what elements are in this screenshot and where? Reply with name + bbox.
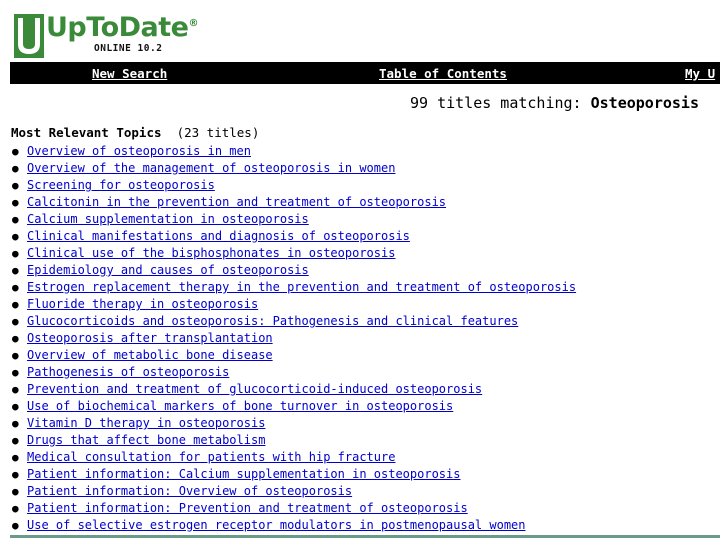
topic-list-item xyxy=(12,313,576,330)
uptodate-logo xyxy=(14,12,198,60)
my-u-link[interactable]: My U xyxy=(685,66,716,81)
topic-list-item xyxy=(12,432,576,449)
bullet-icon: ● xyxy=(12,451,19,464)
table-of-contents-link[interactable]: Table of Contents xyxy=(379,66,507,81)
topic-list-item xyxy=(12,398,576,415)
topic-link[interactable]: Osteoporosis after transplantation xyxy=(27,331,273,345)
topic-link[interactable]: Calcium supplementation in osteoporosis xyxy=(27,212,309,226)
topic-link[interactable]: Fluoride therapy in osteoporosis xyxy=(27,297,259,311)
section-count: (23 titles) xyxy=(176,125,260,140)
section-title: Most Relevant Topics xyxy=(11,125,162,140)
search-term: Osteoporosis xyxy=(590,94,699,112)
topic-list-item xyxy=(12,449,576,466)
topic-list-item xyxy=(12,500,576,517)
topic-link[interactable]: Pathogenesis of osteoporosis xyxy=(27,365,230,379)
topic-list-item xyxy=(12,279,576,296)
topic-list-item xyxy=(12,194,576,211)
topic-link[interactable]: Use of selective estrogen receptor modulators in postmenopausal women xyxy=(27,518,526,532)
bullet-icon: ● xyxy=(12,247,19,260)
bullet-icon: ● xyxy=(12,179,19,192)
bullet-icon: ● xyxy=(12,315,19,328)
topic-link[interactable]: Glucocorticoids and osteoporosis: Pathogenesis and clinical features xyxy=(27,314,519,328)
topic-link[interactable]: Overview of metabolic bone disease xyxy=(27,348,273,362)
topic-list-item xyxy=(12,517,576,534)
topic-link[interactable]: Estrogen replacement therapy in the prevention and treatment of osteoporosis xyxy=(27,280,577,294)
bullet-icon: ● xyxy=(12,434,19,447)
bullet-icon: ● xyxy=(12,366,19,379)
topic-list-item xyxy=(12,245,576,262)
top-navigation-bar xyxy=(10,62,720,84)
topic-link[interactable]: Clinical use of the bisphosphonates in osteoporosis xyxy=(27,246,396,260)
topic-link[interactable]: Use of biochemical markers of bone turnover in osteoporosis xyxy=(27,399,454,413)
topic-link[interactable]: Patient information: Prevention and treatment of osteoporosis xyxy=(27,501,468,515)
logo-subtitle: ONLINE 10.2 xyxy=(94,43,163,54)
topic-link[interactable]: Patient information: Overview of osteoporosis xyxy=(27,484,353,498)
topic-list-item xyxy=(12,483,576,500)
bullet-icon: ● xyxy=(12,162,19,175)
bullet-icon: ● xyxy=(12,264,19,277)
topic-link[interactable]: Clinical manifestations and diagnosis of osteoporosis xyxy=(27,229,410,243)
topic-list-item xyxy=(12,177,576,194)
bullet-icon: ● xyxy=(12,417,19,430)
bullet-icon: ● xyxy=(12,519,19,532)
topic-link[interactable]: Overview of the management of osteoporosis in women xyxy=(27,161,396,175)
new-search-link[interactable]: New Search xyxy=(92,66,168,81)
bullet-icon: ● xyxy=(12,468,19,481)
topic-link[interactable]: Epidemiology and causes of osteoporosis xyxy=(27,263,309,277)
topic-link[interactable]: Calcitonin in the prevention and treatment of osteoporosis xyxy=(27,195,447,209)
bullet-icon: ● xyxy=(12,349,19,362)
topic-list xyxy=(12,143,576,534)
bullet-icon: ● xyxy=(12,298,19,311)
bullet-icon: ● xyxy=(12,400,19,413)
bullet-icon: ● xyxy=(12,196,19,209)
topic-list-item xyxy=(12,228,576,245)
topic-link[interactable]: Overview of osteoporosis in men xyxy=(27,144,251,158)
topic-list-item xyxy=(12,262,576,279)
topic-list-item xyxy=(12,381,576,398)
topic-link[interactable]: Patient information: Calcium supplementation in osteoporosis xyxy=(27,467,461,481)
bullet-icon: ● xyxy=(12,383,19,396)
topic-link[interactable]: Screening for osteoporosis xyxy=(27,178,215,192)
bullet-icon: ● xyxy=(12,281,19,294)
topic-list-item xyxy=(12,466,576,483)
topic-link[interactable]: Prevention and treatment of glucocorticoid-induced osteoporosis xyxy=(27,382,483,396)
topic-link[interactable]: Drugs that affect bone metabolism xyxy=(27,433,266,447)
bullet-icon: ● xyxy=(12,502,19,515)
logo-wordmark: UpToDate® xyxy=(46,12,198,43)
bullet-icon: ● xyxy=(12,213,19,226)
topic-list-item xyxy=(12,364,576,381)
bullet-icon: ● xyxy=(12,145,19,158)
bottom-divider xyxy=(10,535,720,538)
topic-list-item xyxy=(12,330,576,347)
most-relevant-topics-heading xyxy=(11,125,259,140)
topic-list-item xyxy=(12,296,576,313)
topic-list-item xyxy=(12,347,576,364)
topic-list-item xyxy=(12,415,576,432)
results-count-text: 99 titles matching: xyxy=(410,94,591,112)
bullet-icon: ● xyxy=(12,332,19,345)
logo-badge-icon xyxy=(14,14,44,58)
topic-list-item xyxy=(12,211,576,228)
topic-link[interactable]: Medical consultation for patients with hip fracture xyxy=(27,450,396,464)
search-results-summary xyxy=(410,94,699,112)
topic-list-item xyxy=(12,160,576,177)
topic-list-item xyxy=(12,143,576,160)
bullet-icon: ● xyxy=(12,230,19,243)
topic-link[interactable]: Vitamin D therapy in osteoporosis xyxy=(27,416,266,430)
bullet-icon: ● xyxy=(12,485,19,498)
